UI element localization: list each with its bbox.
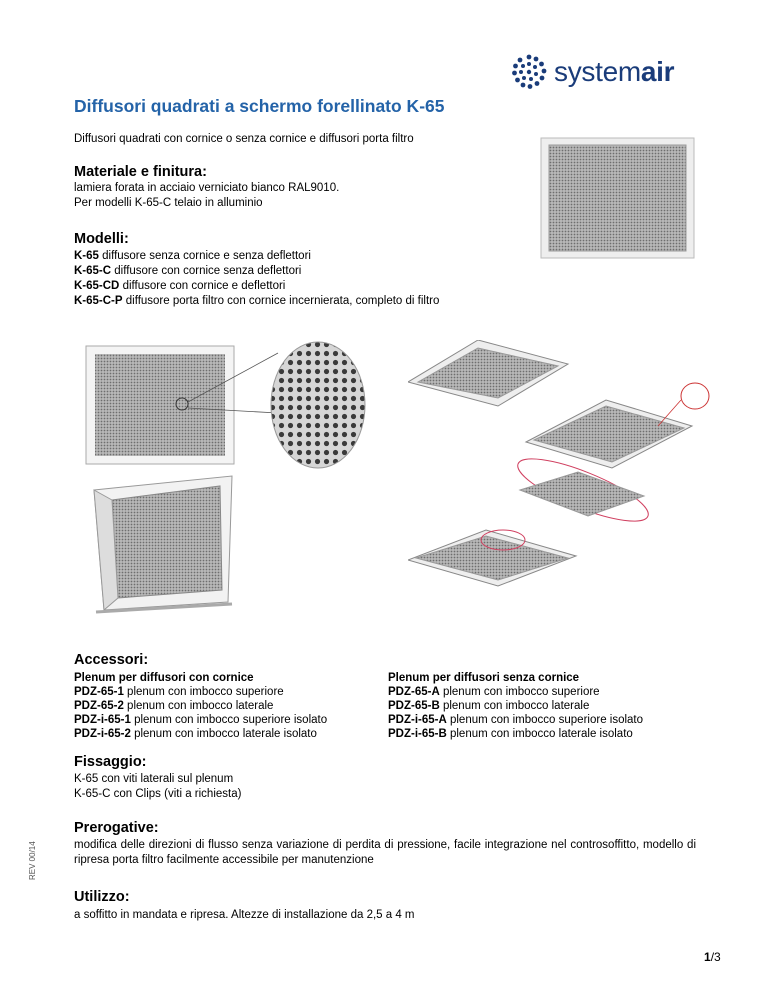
accessories-heading: Accessori: [74, 652, 149, 668]
fixing-line: K-65 con viti laterali sul plenum [74, 773, 234, 785]
models-heading: Modelli: [74, 231, 129, 247]
accessory-item: PDZ-i-65-2 plenum con imbocco laterale isolato [74, 728, 317, 740]
model-item: K-65-C diffusore con cornice senza deflettori [74, 265, 302, 277]
fixing-line: K-65-C con Clips (viti a richiesta) [74, 788, 242, 800]
material-line: Per modelli K-65-C telaio in alluminio [74, 197, 263, 209]
brand-name: systemair [554, 56, 675, 87]
page-subtitle: Diffusori quadrati con cornice o senza cornice e diffusori porta filtro [74, 133, 414, 145]
accessory-item: PDZ-i-65-B plenum con imbocco laterale isolato [388, 728, 633, 740]
accessories-col-2 [388, 671, 643, 741]
material-text [74, 181, 339, 211]
fixing-text [74, 772, 241, 802]
accessories-col-heading: Plenum per diffusori con cornice [74, 672, 254, 684]
accessory-item: PDZ-65-A plenum con imbocco superiore [388, 686, 600, 698]
fixing-heading: Fissaggio: [74, 754, 147, 770]
brand-logo [510, 52, 674, 92]
accessory-item: PDZ-65-2 plenum con imbocco laterale [74, 700, 274, 712]
model-item: K-65-C-P diffusore porta filtro con cornice incernierata, completo di filtro [74, 295, 440, 307]
usage-heading: Utilizzo: [74, 889, 130, 905]
perforation-detail-figure [268, 340, 368, 470]
prerogatives-heading: Prerogative: [74, 820, 159, 836]
page-number: 1/3 [704, 950, 721, 964]
accessories-col-1 [74, 671, 327, 741]
page-title: Diffusori quadrati a schermo forellinato K-65 [74, 96, 445, 116]
prerogatives-text: modifica delle direzioni di flusso senza variazione di perdita di pressione, facile integrazione nel controsoffitto, modello di ripresa porta filtro facilmente accessibile per manutenzione [74, 839, 696, 866]
accessory-item: PDZ-i-65-1 plenum con imbocco superiore isolato [74, 714, 328, 726]
models-list [74, 249, 439, 309]
systemair-logo-icon [510, 53, 548, 91]
usage-text: a soffitto in mandata e ripresa. Altezze di installazione da 2,5 a 4 m [74, 909, 415, 921]
isometric-diffusers-figure [408, 340, 728, 610]
model-item: K-65-CD diffusore con cornice e deflettori [74, 280, 286, 292]
revision-label: REV 00/14 [28, 841, 37, 880]
accessory-item: PDZ-i-65-A plenum con imbocco superiore isolato [388, 714, 644, 726]
diffuser-photo [540, 137, 695, 259]
material-heading: Materiale e finitura: [74, 164, 207, 180]
model-item: K-65 diffusore senza cornice e senza deflettori [74, 250, 311, 262]
material-line: lamiera forata in acciaio verniciato bianco RAL9010. [74, 182, 340, 194]
accessory-item: PDZ-65-B plenum con imbocco laterale [388, 700, 590, 712]
accessory-item: PDZ-65-1 plenum con imbocco superiore [74, 686, 284, 698]
filter-holder-figure [82, 472, 237, 617]
accessories-col-heading: Plenum per diffusori senza cornice [388, 672, 580, 684]
